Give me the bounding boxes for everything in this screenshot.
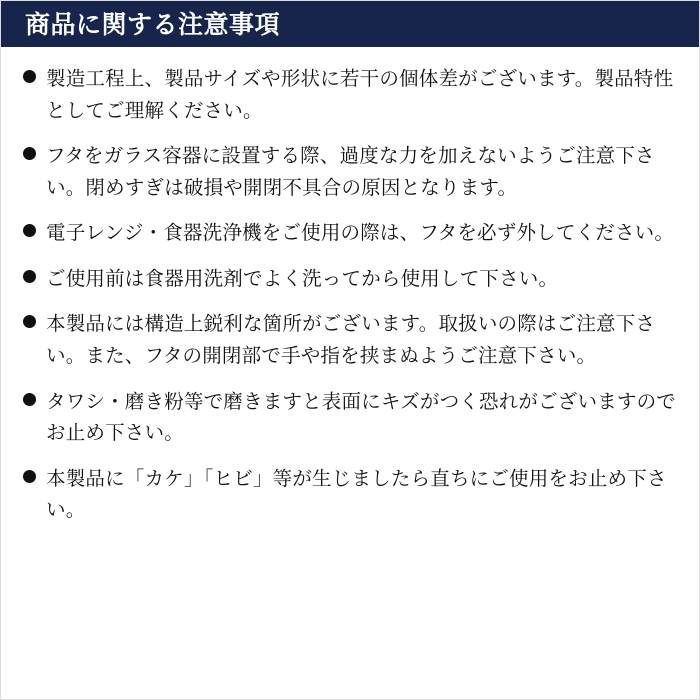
note-text: ご使用前は食器用洗剤でよく洗ってから使用して下さい。 <box>46 266 559 290</box>
note-text: 電子レンジ・食器洗浄機をご使用の際は、フタを必ず外してください。 <box>46 221 675 245</box>
list-item <box>23 140 677 203</box>
bullet-icon <box>23 315 36 328</box>
list-item <box>23 63 677 126</box>
bullet-icon <box>23 393 36 406</box>
list-item <box>23 386 677 449</box>
note-text: 本製品には構造上鋭利な箇所がございます。取扱いの際はご注意下さい。また、フタの開閉部で手や指を挟まぬようご注意下さい。 <box>46 312 656 368</box>
list-item <box>23 308 677 371</box>
note-text: 本製品に「カケ」「ヒビ」等が生じましたら直ちにご使用をお止め下さい。 <box>46 466 667 522</box>
bullet-icon <box>23 270 36 283</box>
bullet-icon <box>23 224 36 237</box>
note-text: フタをガラス容器に設置する際、過度な力を加えないようご注意下さい。閉めすぎは破損や開閉不具合の原因となります。 <box>46 144 655 199</box>
bullet-icon <box>23 70 36 83</box>
list-item <box>23 463 677 526</box>
bullet-icon <box>23 147 36 160</box>
page-header <box>1 1 699 47</box>
notes-list <box>1 47 699 526</box>
page-title: 商品に関する注意事項 <box>25 9 281 39</box>
list-item <box>23 263 677 295</box>
note-text: 製造工程上、製品サイズや形状に若干の個体差がございます。製品特性としてご理解ください。 <box>46 67 674 122</box>
note-text: タワシ・磨き粉等で磨きますと表面にキズがつく恐れがございますのでお止め下さい。 <box>46 389 677 445</box>
bullet-icon <box>23 470 36 483</box>
list-item <box>23 217 677 249</box>
